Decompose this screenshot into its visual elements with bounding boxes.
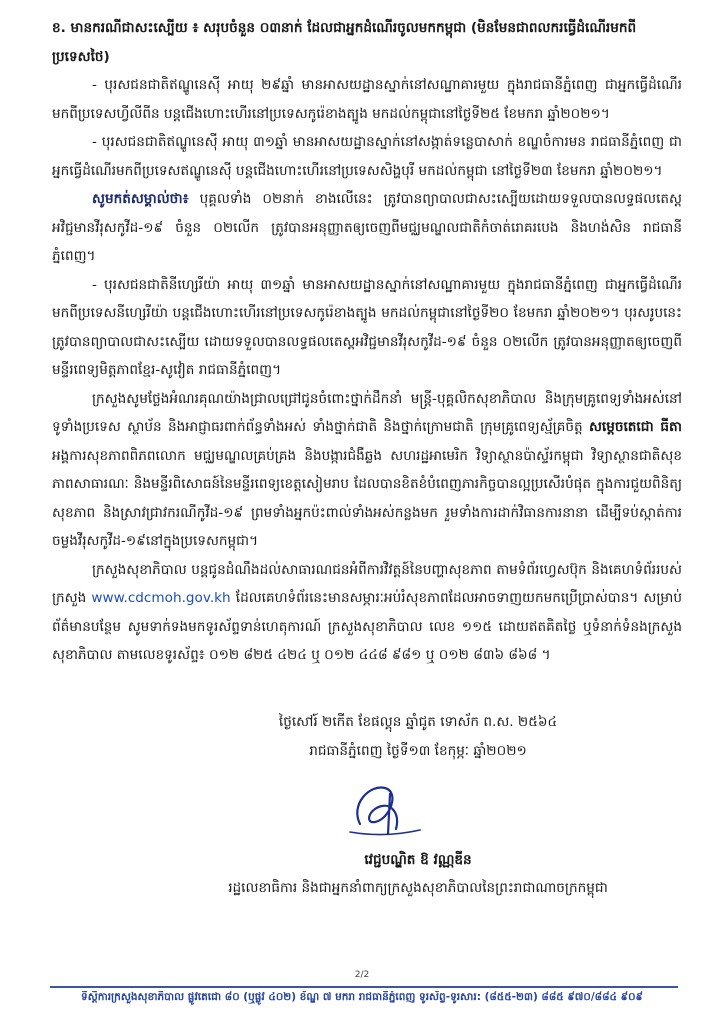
thanks-text-2: អង្គការសុខភាពពិភពលោក មជ្ឈមណ្ឌលគ្រប់គ្រង និងបង្ការជំងឺឆ្លង សហរដ្ឋអាមេរិក វិទ្យាស្ថានប៉ាស្ទ័រកម្ពុជា វិទ្យាស្ថានជាតិសុខភាពសាធារណៈ និងមន្ទីរពិសោធន៍នៃមន្ទីរពេទ្យខេត្តសៀមរាប ដែលបានខិតខំបំពេញភារកិច្ចបានល្អប្រសើរបំផុត ក្នុងការជួយពិនិត្យសុខភាព និងស្រាវជ្រាវករណីកូវីដ-១៩ ព្រមទាំងអ្នកប៉ះពាល់ទាំងអស់កន្លងមក រួមទាំងការដាក់វិធានការនានា ដើម្បីទប់ស្កាត់ការចម្លងវីរុសកូវីដ-១៩នៅក្នុងប្រទេសកម្ពុជា។: [52, 447, 682, 549]
lunar-date: ថ្ងៃសៅរ៍ ២កើត ខែផល្គុន ឆ្នាំជូត ទោស័ក ព.ស. ២៥៦៤: [278, 714, 558, 730]
website-link[interactable]: www.cdcmoh.gov.kh: [91, 590, 231, 606]
signature-image: [330, 774, 440, 844]
signatory-name: វេជ្ជបណ្ឌិត ឱ វណ្ណឌីន: [364, 852, 472, 868]
signatory-title: រដ្ឋលេខាធិការ និងជាអ្នកនាំពាក្យក្រសួងសុខាភិបាលនៃព្រះរាជាណាចក្រកម្ពុជា: [228, 880, 608, 896]
thanks-bold-organization: សម្ដេចតេជោ ធីតា: [588, 419, 682, 435]
info-text-2: ដែលគេហទំព័រនេះមានសម្ភារៈអប់រំសុខភាពដែលអាចទាញយកមកប្រើប្រាស់បាន។ សម្រាប់ព័ត៌មានបន្ថែម សូមទាក់ទងមកទូរស័ព្ទទាន់ហេតុការណ៍ ក្រសួងសុខាភិបាល លេខ ១១៥ ដោយឥតគិតថ្លៃ ឬទំនាក់ទំនងក្រសួងសុខាភិបាល តាមលេខទូរស័ព្ទ៖ ០១២ ៨២៥ ៤២៤ ឬ ០១២ ៤៤៨ ៩៨១ ឬ ០១២ ៨៣៦ ៨៦៨ ។: [52, 590, 682, 663]
thanks-paragraph: [52, 385, 682, 556]
note-text: បុគ្គលទាំង ០២នាក់ ខាងលើនេះ ត្រូវបានព្យាបាលជាសះស្បើយដោយទទួលបានលទ្ធផលតេស្ត អវិជ្ជមានវីរុសកូវីដ-១៩ ចំនួន ០២លើក ត្រូវបានអនុញ្ញាតឲ្យចេញពីមជ្ឈមណ្ឌលជាតិកំចាត់រោគរបេង និងហង់សិន រាជធានីភ្នំពេញ។: [52, 191, 682, 264]
case-3-paragraph: - បុរសជនជាតិនីហ្សេរីយ៉ា អាយុ ៣១ឆ្នាំ មានអាសយដ្ឋានស្នាក់នៅសណ្ឋាគារមួយ ក្នុងរាជធានីភ្នំពេញ ជាអ្នកធ្វើដំណើរមកពីប្រទេសនីហ្សេរីយ៉ា បន្តជើងហោះហើរនៅប្រទេសកូរ៉េខាងត្បូង មកដល់កម្ពុជានៅថ្ងៃទី២០ ខែមករា ឆ្នាំ២០២១។ បុរសរូបនេះត្រូវបានព្យាបាលជាសះស្បើយ ដោយទទួលបានលទ្ធផលតេស្តអវិជ្ជមានវីរុសកូវីដ-១៩ ចំនួន ០២លើក ត្រូវបានអនុញ្ញាតឲ្យចេញពីមន្ទីរពេទ្យមិត្តភាពខ្មែរ-សូវៀត រាជធានីភ្នំពេញ។: [52, 276, 682, 378]
page-number: 2/2: [354, 970, 370, 980]
section-heading: ខ. មានករណីជាសះស្បើយ ៖ សរុបចំនួន ០៣នាក់ ដែលជាអ្នកដំណើរចូលមកកម្ពុជា (មិនមែនជាពលករធ្វើដំណើរមកពីប្រទេសថៃ): [52, 20, 637, 65]
info-text-1: ក្រសួងសុខាភិបាល បន្តជូនដំណឹងដល់សាធារណជនអំពីការវិវត្តន៍នៃបញ្ហាសុខភាព តាមទំព័រហ្វេសប៊ុក និងគេហទំព័ររបស់ក្រសួង: [52, 561, 682, 606]
footer-divider: [50, 986, 678, 988]
signatory-block: [178, 846, 658, 902]
case-1-paragraph: - បុរសជនជាតិឥណ្ឌូនេស៊ី អាយុ ២៩ឆ្នាំ មានអាសយដ្ឋានស្នាក់នៅសណ្ឋាគារមួយ ក្នុងរាជធានីភ្នំពេញ ជាអ្នកធ្វើដំណើរមកពីប្រទេសហ្វីលីពីន បន្តជើងហោះហើរនៅប្រទេសកូរ៉េខាងត្បូង មកដល់កម្ពុជានៅថ្ងៃទី២៥ ខែមករា ឆ្នាំ២០២១។: [52, 77, 682, 122]
thanks-text-1: ក្រសួងសូមថ្លែងអំណរគុណយ៉ាងជ្រាលជ្រៅជូនចំពោះថ្នាក់ដឹកនាំ មន្ត្រី-បុគ្គលិកសុខាភិបាល និងក្រុមគ្រូពេទ្យទាំងអស់នៅទូទាំងប្រទេស ស្ថាប័ន និងអាជ្ញាធរពាក់ព័ន្ធទាំងអស់ ទាំងថ្នាក់ជាតិ និងថ្នាក់ក្រោមជាតិ ក្រុមគ្រូពេទ្យស្ម័គ្រចិត្ត: [52, 390, 682, 435]
date-block: [178, 708, 658, 765]
solar-date: រាជធានីភ្នំពេញ ថ្ងៃទី១៣ ខែកុម្ភៈ ឆ្នាំ២០២១: [309, 742, 527, 759]
document-body: [52, 14, 682, 670]
case-2-paragraph: - បុរសជនជាតិឥណ្ឌូនេស៊ី អាយុ ៣១ឆ្នាំ មានអាសយដ្ឋានស្នាក់នៅសង្កាត់ទន្លេបាសាក់ ខណ្ឌចំការមន រាជធានីភ្នំពេញ ជាអ្នកធ្វើដំណើរមកពីប្រទេសឥណ្ឌូនេស៊ី បន្តជើងហោះហើរនៅប្រទេសសិង្ហបុរី មកដល់កម្ពុជា នៅថ្ងៃទី២៣ ខែមករា ឆ្នាំ២០២១។: [52, 134, 682, 179]
footer-address: ទីស្តីការក្រសួងសុខាភិបាល ផ្លូវតេជោ ៨០ (ឬផ្លូវ ៤០២) ខ័ណ្ឌ ៧ មករា រាជធានីភ្នំពេញ ទូរស័ព្ទ-ទូរសារ: (៨៥៥-២៣) ៨៨៥ ៩៧០/៨៨៤ ៩០៩: [81, 991, 643, 1003]
note-label: សូមកត់សម្គាល់ថា៖: [92, 191, 189, 207]
info-paragraph: [52, 556, 682, 670]
note-paragraph: [52, 185, 682, 271]
